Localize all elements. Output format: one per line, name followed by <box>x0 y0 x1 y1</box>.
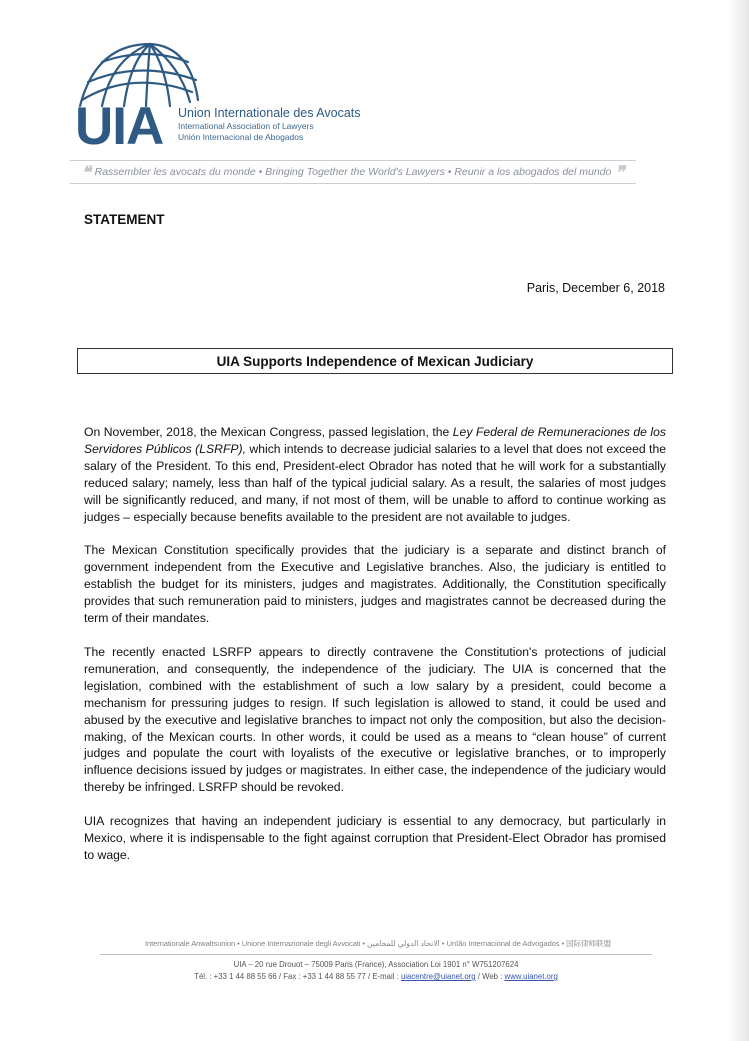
contact-text: Tél. : +33 1 44 88 55 66 / Fax : +33 1 44 88 55 77 / E-mail : <box>194 972 401 981</box>
paragraph <box>84 424 666 525</box>
footer-address-block <box>100 959 652 983</box>
close-quote-icon: ❞ <box>615 162 625 182</box>
paragraph: The recently enacted LSRFP appears to directly contravene the Constitution's protections of judicial remuneration, and consequently, the independence of the judiciary. The UIA is concerned that the legislation, combined with the establishment of such a low salary by a president, could become a mechanism for pressuring judges to resign. If such legislation is allowed to stand, it could be used and abused by the executive and legislative branches to impact not only the composition, but also the decision-making, of the Mexican courts. In other words, it could be used as a means to “clean house” of current judges and populate the court with loyalists of the executive or legislative branches, or to improperly influence decisions issued by judges or magistrates. In either case, the independence of the judiciary would thereby be infringed. LSRFP should be revoked. <box>84 644 666 795</box>
email-link[interactable]: uiacentre@uianet.org <box>400 972 476 981</box>
uia-logo <box>72 40 392 156</box>
paragraph: UIA recognizes that having an independent judiciary is essential to any democracy, but particularly in Mexico, where it is indispensable to the fight against corruption that President-Elect Obrador has promised to wage. <box>84 814 666 862</box>
document-body <box>84 424 666 881</box>
motto-banner <box>70 160 636 184</box>
uia-wordmark: UIA <box>75 97 164 156</box>
document-title: UIA Supports Independence of Mexican Judiciary <box>216 353 534 369</box>
paragraph: The Mexican Constitution specifically provides that the judiciary is a separate and distinct branch of government independent from the Executive and Legislative branches. Also, the judiciary is entitled to establish the budget for its ministers, judges and magistrates. Additionally, the Constitution specifically provides that such remuneration paid to ministers, judges and magistrates cannot be decreased during the term of their mandates. <box>84 543 666 626</box>
paragraph-text: On November, 2018, the Mexican Congress, passed legislation, the <box>84 425 453 439</box>
org-name-en: International Association of Lawyers <box>178 121 314 131</box>
motto-text: Rassembler les avocats du monde • Bringing Together the World's Lawyers • Reunir a los abogados del mundo <box>94 166 612 178</box>
open-quote-icon: ❝ <box>81 162 91 182</box>
web-link[interactable]: www.uianet.org <box>504 972 558 981</box>
footer-address: UIA – 20 rue Drouot – 75009 Paris (France), Association Loi 1901 n° W751207624 <box>233 960 519 969</box>
dateline: Paris, December 6, 2018 <box>526 281 665 295</box>
footer-languages: Internationale Anwaltsunion • Unione Internazionale degli Avvocati • الاتحاد الدولي للمحامين • Unīão Internacional de Advogados • 国际律师联盟 <box>144 939 612 948</box>
footer-contact <box>100 971 652 983</box>
web-label: / Web : <box>475 972 505 981</box>
page-edge-shadow <box>727 0 749 1041</box>
law-name: Ley Federal de Remuneraciones de los Servidores Públicos (LSRFP), <box>84 425 666 456</box>
footer-divider <box>100 954 652 955</box>
paragraph-text: which intends to decrease judicial salaries to a level that does not exceed the salary of the President. To this end, President-elect Obrador has noted that he will work for a substantially reduced salary; namely, less than half of the typical judicial salary. As a result, the salaries of most judges will be significantly reduced, and many, if not most of them, will be unable to afford to continue working as judges – especially because benefits available to the president are not available to judges. <box>84 441 666 524</box>
org-name-fr: Union Internationale des Avocats <box>178 106 361 120</box>
org-name-es: Unión Internacional de Abogados <box>178 131 304 142</box>
document-type-label: STATEMENT <box>84 212 165 227</box>
org-names <box>178 106 361 142</box>
document-title-box <box>77 348 673 374</box>
